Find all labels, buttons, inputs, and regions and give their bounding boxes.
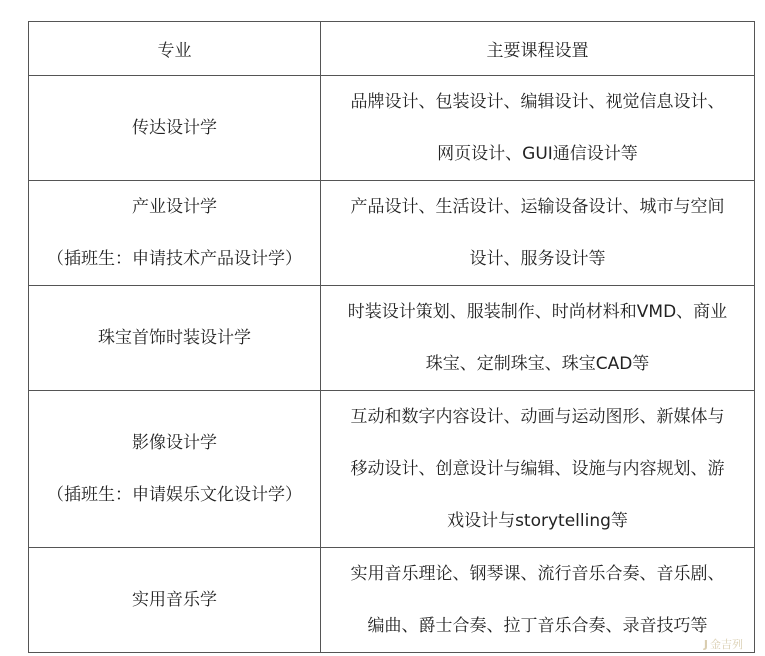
major-cell — [29, 286, 321, 391]
courses-cell — [321, 286, 755, 391]
courses-line: 时装设计策划、服装制作、时尚材料和VMD、商业 — [347, 302, 728, 322]
courses-line: 移动设计、创意设计与编辑、设施与内容规划、游 — [350, 459, 725, 479]
table-row — [29, 286, 755, 391]
watermark-logo-icon: J — [703, 638, 708, 651]
courses-line: 产品设计、生活设计、运输设备设计、城市与空间 — [350, 197, 725, 217]
header-major: 专业 — [29, 22, 321, 76]
table-row — [29, 548, 755, 653]
courses-cell — [321, 548, 755, 653]
major-cell — [29, 76, 321, 181]
major-name: 珠宝首饰时装设计学 — [98, 328, 251, 348]
courses-line: 品牌设计、包装设计、编辑设计、视觉信息设计、 — [350, 92, 725, 112]
courses-cell — [321, 76, 755, 181]
table-row — [29, 76, 755, 181]
header-courses: 主要课程设置 — [321, 22, 755, 76]
courses-cell — [321, 181, 755, 286]
major-name: 影像设计学 — [132, 433, 217, 453]
courses-line: 实用音乐理论、钢琴课、流行音乐合奏、音乐剧、 — [350, 564, 725, 584]
courses-line: 网页设计、GUI通信设计等 — [437, 144, 638, 164]
courses-line: 编曲、爵士合奏、拉丁音乐合奏、录音技巧等 — [367, 616, 708, 636]
major-name: 实用音乐学 — [132, 590, 217, 610]
courses-line: 设计、服务设计等 — [469, 249, 606, 269]
courses-line: 珠宝、定制珠宝、珠宝CAD等 — [425, 354, 650, 374]
watermark — [704, 636, 743, 652]
major-note: （插班生：申请娱乐文化设计学） — [47, 485, 302, 505]
major-name: 传达设计学 — [132, 118, 217, 138]
courses-line: 戏设计与storytelling等 — [447, 511, 628, 531]
major-cell — [29, 548, 321, 653]
courses-cell — [321, 391, 755, 548]
major-cell — [29, 181, 321, 286]
table-row — [29, 391, 755, 548]
table-row — [29, 181, 755, 286]
courses-line: 互动和数字内容设计、动画与运动图形、新媒体与 — [350, 407, 725, 427]
major-note: （插班生：申请技术产品设计学） — [47, 249, 302, 269]
majors-table — [28, 21, 755, 653]
major-name: 产业设计学 — [132, 197, 217, 217]
watermark-text: 金吉列 — [710, 638, 743, 651]
major-cell — [29, 391, 321, 548]
table-header-row — [29, 22, 755, 76]
